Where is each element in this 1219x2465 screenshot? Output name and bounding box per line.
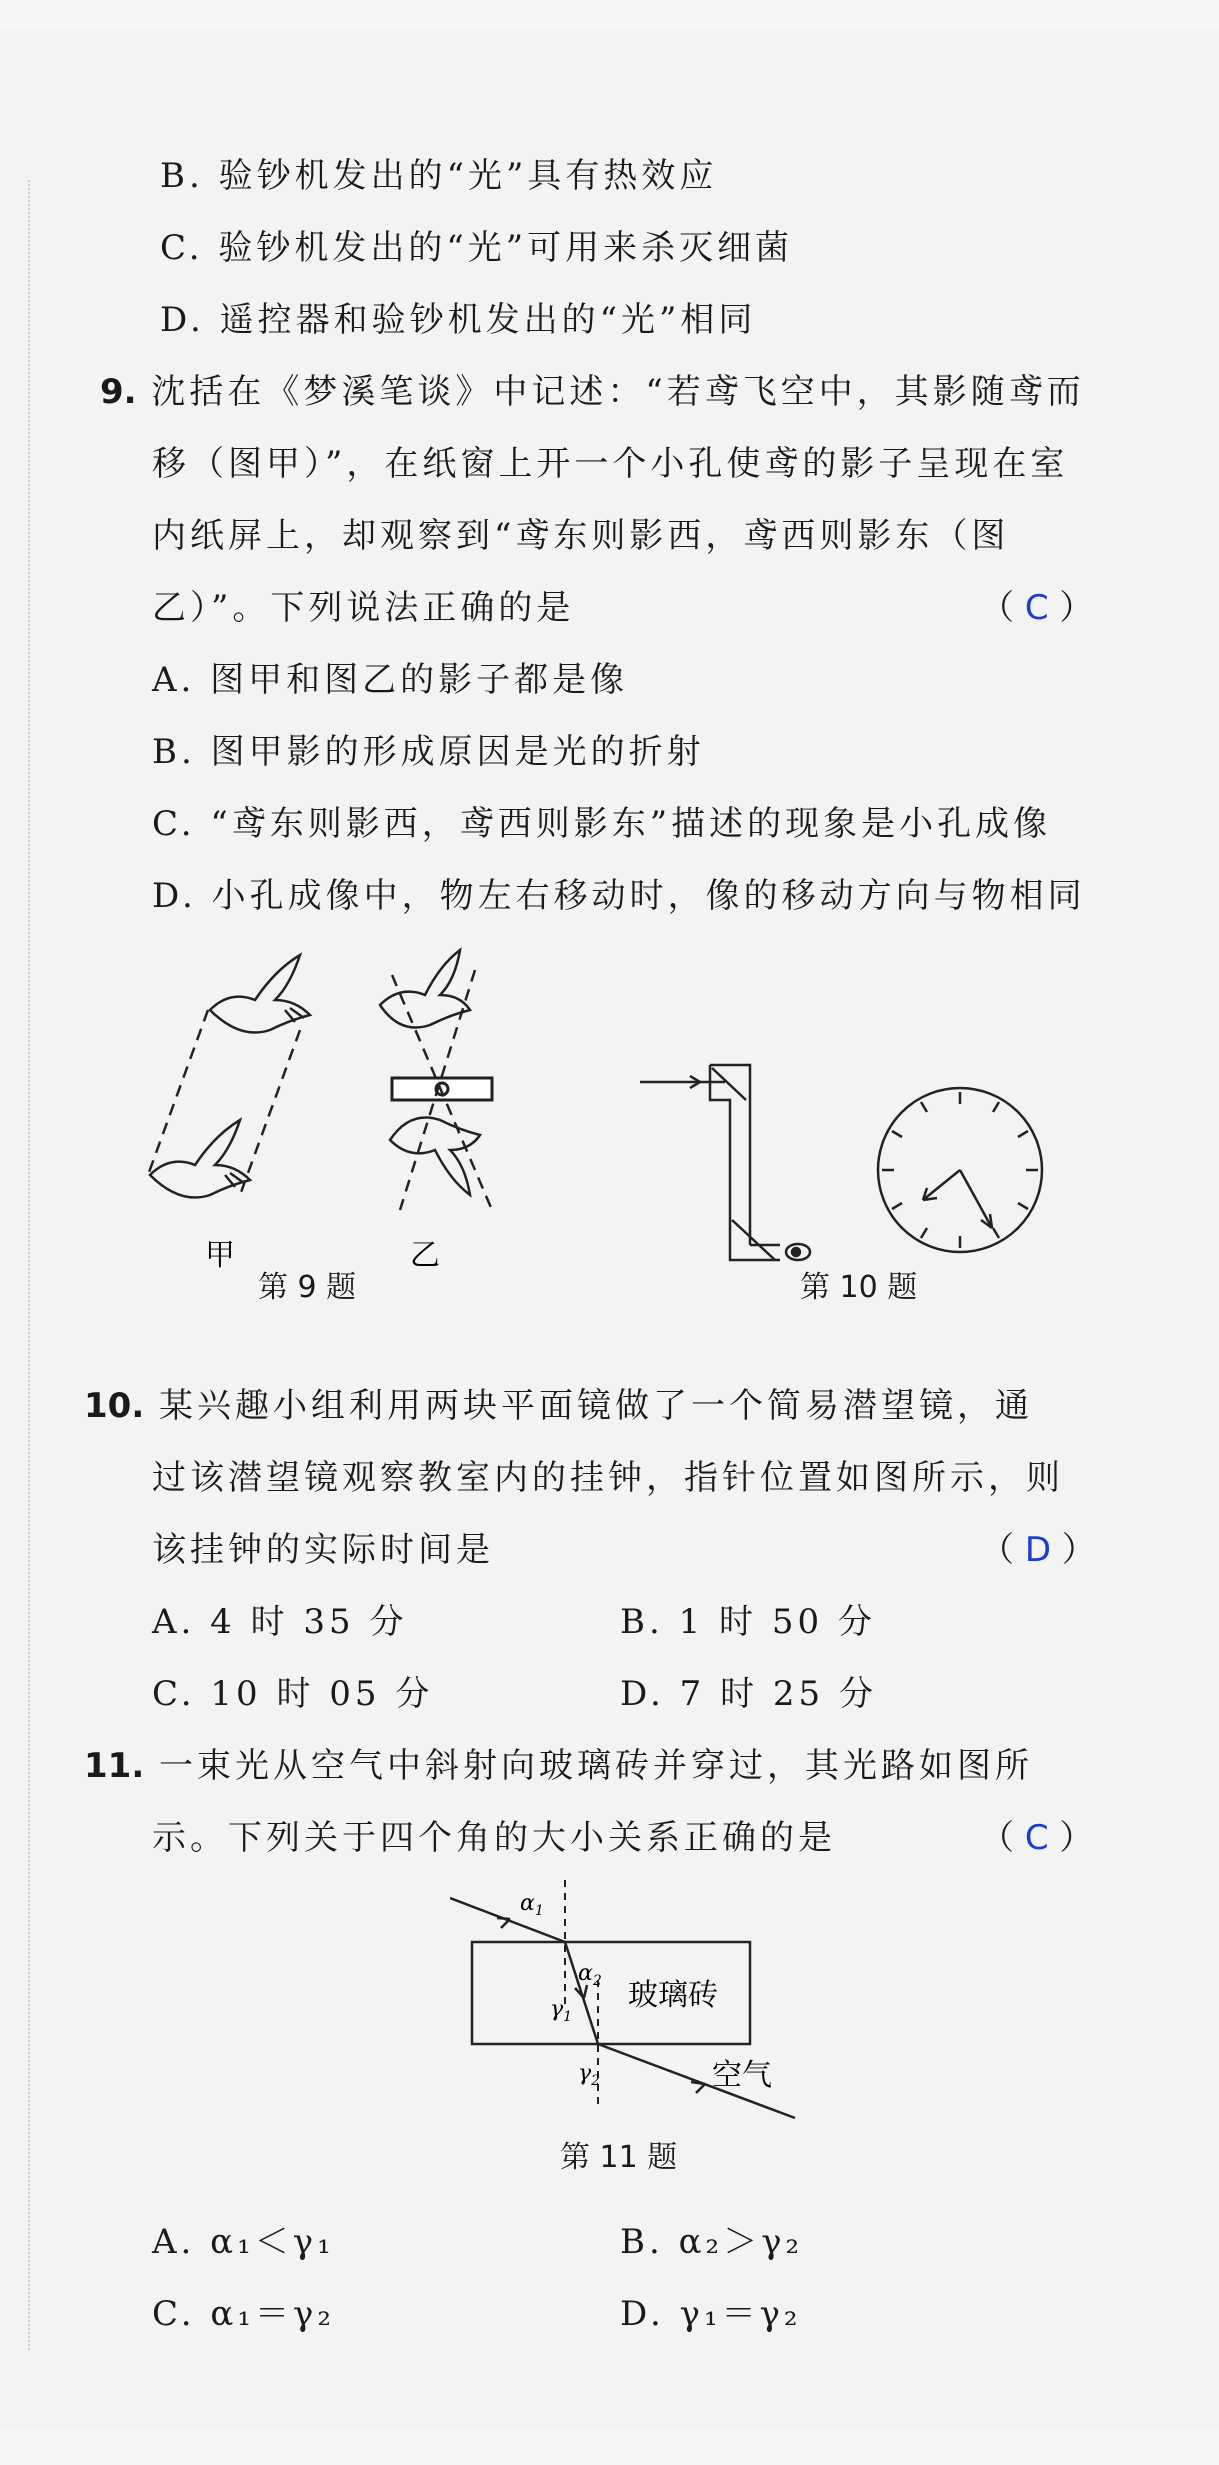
q10-stem-line3: 该挂钟的实际时间是 — [152, 1530, 494, 1570]
q10-number: 10. — [84, 1386, 145, 1426]
q8-option-c: C. 验钞机发出的“光”可用来杀灭细菌 — [160, 228, 794, 268]
q11-text-line1: 一束光从空气中斜射向玻璃砖并穿过，其光路如图所 — [159, 1746, 1034, 1786]
margin-dotted-line — [28, 180, 30, 2350]
q11-option-c: C. α₁＝γ₂ — [152, 2294, 335, 2334]
fig9-a-upper-bird — [210, 955, 310, 1033]
q10-stem-line1 — [84, 1378, 1033, 1427]
q10-answer: D — [1024, 1530, 1051, 1570]
q10-option-a: A. 4 时 35 分 — [152, 1602, 408, 1642]
q10-stem-line2: 过该潜望镜观察教室内的挂钟，指针位置如图所示，则 — [152, 1458, 1064, 1498]
fig10-hour-hand — [923, 1170, 960, 1200]
q11-option-b: B. α₂＞γ₂ — [620, 2222, 804, 2262]
q11-stem-line2: 示。下列关于四个角的大小关系正确的是 — [152, 1818, 836, 1858]
q11-stem-line1 — [84, 1738, 1033, 1787]
q10-option-c: C. 10 时 05 分 — [152, 1674, 434, 1714]
q9-option-d: D. 小孔成像中，物左右移动时，像的移动方向与物相同 — [152, 876, 1086, 916]
q8-option-b: B. 验钞机发出的“光”具有热效应 — [160, 156, 718, 196]
fig11-alpha2: $\alpha_2$ — [578, 1961, 602, 1989]
figure-11-glass-refraction — [450, 1880, 820, 2120]
q11-option-d: D. γ₁＝γ₂ — [620, 2294, 802, 2334]
q11-option-a: A. α₁＜γ₁ — [152, 2222, 335, 2262]
fig9-b-upper-bird — [380, 950, 470, 1028]
q8-option-d: D. 遥控器和验钞机发出的“光”相同 — [160, 300, 757, 340]
q10-answer-bracket: （ D ） — [980, 1530, 1096, 1570]
fig11-gamma2: $\gamma_2$ — [578, 2061, 601, 2089]
q9-stem-line3: 内纸屏上，却观察到“鸢东则影西，鸢西则影东（图 — [152, 516, 1010, 556]
fig11-glass-label: 玻璃砖 — [628, 1978, 718, 2013]
q9-number: 9. — [100, 372, 137, 412]
fig10-minute-hand — [960, 1170, 992, 1228]
q11-answer-bracket: （ C ） — [980, 1818, 1094, 1858]
q10-text-line1: 某兴趣小组利用两块平面镜做了一个简易潜望镜，通 — [159, 1386, 1034, 1426]
figure-9-caption: 第 9 题 — [258, 1270, 357, 1305]
q10-option-b: B. 1 时 50 分 — [620, 1602, 876, 1642]
fig9-b-inverted-bird — [390, 1118, 480, 1196]
figure-11-caption: 第 11 题 — [560, 2140, 678, 2175]
q9-answer-bracket: （ C ） — [980, 588, 1094, 628]
q11-number: 11. — [84, 1746, 145, 1786]
fig10-clock — [878, 1088, 1042, 1252]
q9-option-b: B. 图甲影的形成原因是光的折射 — [152, 732, 705, 772]
fig11-alpha1: $\alpha_1$ — [520, 1891, 544, 1919]
fig11-gamma1: $\gamma_1$ — [550, 1997, 573, 2025]
q9-option-a: A. 图甲和图乙的影子都是像 — [152, 660, 629, 700]
fig10-periscope — [640, 1065, 810, 1260]
q9-option-c: C. “鸢东则影西，鸢西则影东”描述的现象是小孔成像 — [152, 804, 1052, 844]
q9-stem-line1 — [100, 364, 1085, 413]
figure-10-caption: 第 10 题 — [800, 1270, 918, 1305]
fig9-a-dashed-left — [148, 1010, 208, 1175]
q9-stem-line2: 移（图甲）”，在纸窗上开一个小孔使鸢的影子呈现在室 — [152, 444, 1069, 484]
fig11-refracted-ray — [565, 1942, 598, 2044]
q9-text-line1: 沈括在《梦溪笔谈》中记述：“若鸢飞空中，其影随鸢而 — [151, 372, 1085, 412]
q10-option-d: D. 7 时 25 分 — [620, 1674, 877, 1714]
fig9-label-b: 乙 — [410, 1238, 440, 1273]
figure-10-periscope-clock — [640, 1060, 1060, 1280]
fig11-air-label: 空气 — [712, 2058, 772, 2093]
fig9-a-dashed-right — [240, 1030, 300, 1195]
q9-stem-line4: 乙）”。下列说法正确的是 — [152, 588, 575, 628]
fig9-label-a: 甲 — [205, 1238, 235, 1273]
figure-9-bird-shadows — [130, 940, 530, 1290]
q11-answer: C — [1024, 1818, 1049, 1858]
q9-answer: C — [1024, 588, 1049, 628]
